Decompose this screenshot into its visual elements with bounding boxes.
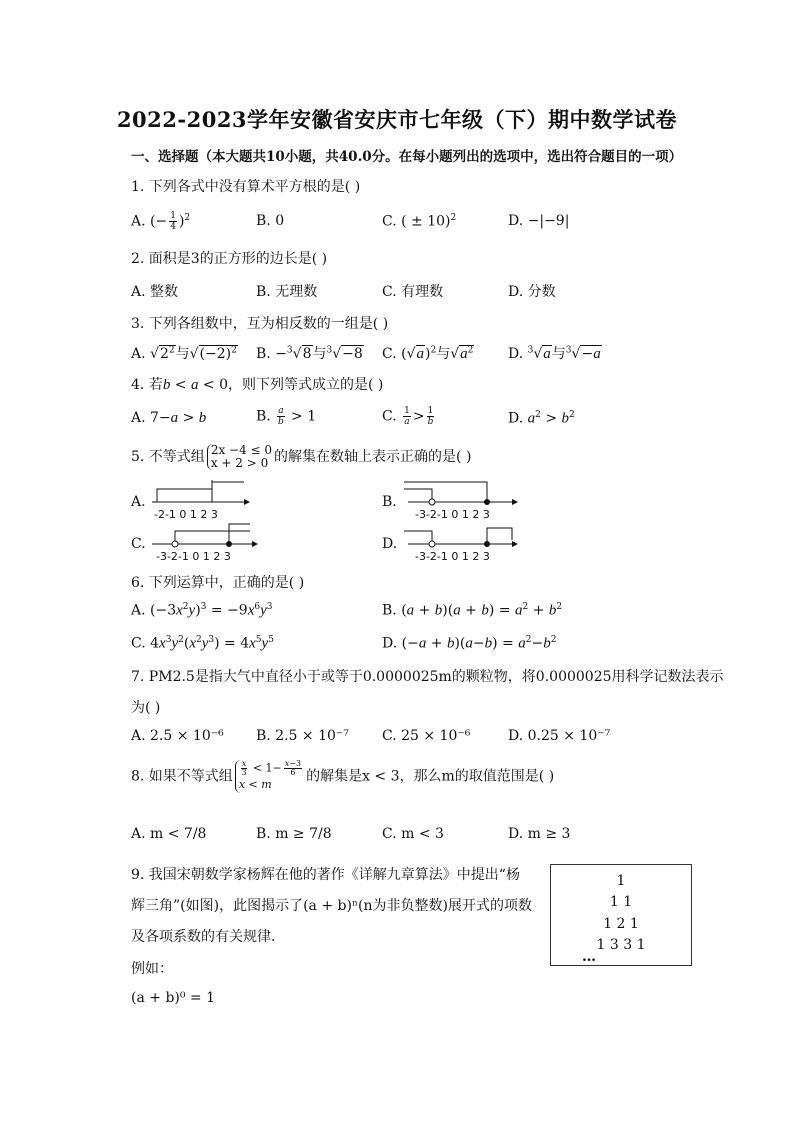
q3-option-a: A. $√2^2$与$√(-2)^2$ — [131, 345, 237, 362]
q3-option-d: D. $^3$√a与$^3$√−a — [508, 345, 601, 362]
q5-option-b-label: B. — [382, 494, 397, 510]
triangle-row-3: 1 2 1 — [603, 916, 639, 932]
question-7-stem: 7. PM2.5是指大气中直径小于或等于0.0000025m的颗粒物，将0.0000025用科学记数法表示 — [131, 669, 724, 685]
number-line-c — [148, 522, 266, 564]
q7-option-a: A. 2.5 × 10⁻⁶ — [131, 728, 224, 744]
question-9-line-3: 及各项系数的有关规律． — [131, 929, 285, 945]
triangle-ellipsis: … — [582, 949, 596, 965]
q8-option-d: D. m ≥ 3 — [508, 826, 571, 842]
question-1-stem: 1. 下列各式中没有算术平方根的是( ) — [131, 179, 361, 195]
q8-option-a: A. m < 7/8 — [131, 826, 207, 842]
question-7-stem-cont: 为( ) — [131, 700, 161, 716]
q8-option-b: B. m ≥ 7/8 — [256, 826, 332, 842]
inequality-system-8: $\frac{x}{3}$ < 1− $\frac{x-3}{6}$ x < m — [235, 760, 304, 793]
question-5-stem: 5. 不等式组 2x −4 ≤ 0 x + 2 > 0 的解集在数轴上表示正确的是( ) — [131, 443, 472, 470]
q1-option-d: D. −|−9| — [508, 213, 570, 229]
q5-option-d-label: D. — [382, 536, 398, 552]
q2-option-a: A. 整数 — [131, 284, 179, 300]
q2-option-c: C. 有理数 — [382, 284, 444, 300]
q8-option-c: C. m < 3 — [382, 826, 444, 842]
section-heading: 一、选择题（本大题共10小题，共40.0分。在每小题列出的选项中，选出符合题目的一项） — [131, 149, 683, 165]
question-4-stem: 4. 若b < a < 0，则下列等式成立的是( ) — [131, 377, 384, 393]
q4-option-b: B. $\frac{a}{b}$ > 1 — [256, 406, 317, 427]
q6-option-a: A. $(-3x^2y)^3 = -9x^6y^3$ — [131, 602, 273, 619]
ticks-c: -3-2-1 0 1 2 3 — [156, 550, 231, 563]
ticks-b: -3-2-1 0 1 2 3 — [415, 508, 490, 521]
ticks-d: -3-2-1 0 1 2 3 — [415, 550, 490, 563]
q6-option-d: D. $(-a + b)(a-b) = a^2-b^2$ — [382, 635, 557, 652]
q4-option-c: C. $\frac{1}{a}$ > $\frac{1}{b}$ — [382, 406, 434, 427]
question-6-stem: 6. 下列运算中，正确的是( ) — [131, 575, 305, 591]
yang-hui-triangle — [550, 864, 692, 966]
q2-option-b: B. 无理数 — [256, 284, 318, 300]
inequality-system: 2x −4 ≤ 0 x + 2 > 0 — [207, 444, 272, 470]
question-3-stem: 3. 下列各组数中，互为相反数的一组是( ) — [131, 316, 389, 332]
q3-option-c: C. $(√a)^2$与$√a^2$ — [382, 345, 474, 362]
example-label: 例如： — [131, 961, 173, 977]
q7-option-d: D. 0.25 × 10⁻⁷ — [508, 728, 611, 744]
page-title: 2022-2023学年安徽省安庆市七年级（下）期中数学试卷 — [116, 107, 678, 132]
number-line-d — [404, 522, 522, 564]
q4-option-a: A. 7−a > b — [131, 410, 207, 426]
question-9-line-1: 9. 我国宋朝数学家杨辉在他的著作《详解九章算法》中提出“杨 — [131, 867, 520, 883]
q1-option-b: B. 0 — [256, 213, 285, 229]
q7-option-c: C. 25 × 10⁻⁶ — [382, 728, 471, 744]
q4-option-d: D. $a^2 > b^2$ — [508, 410, 575, 427]
number-line-a — [148, 480, 258, 522]
question-2-stem: 2. 面积是3的正方形的边长是( ) — [131, 251, 328, 267]
question-8-stem: 8. 如果不等式组 $\frac{x}{3}$ < 1− $\frac{x-3}{6}$ x < m 的解集是x < 3，那么m的取值范围是( ) — [131, 759, 555, 791]
q7-option-b: B. 2.5 × 10⁻⁷ — [256, 728, 349, 744]
triangle-row-4: 1 3 3 1 — [596, 937, 646, 953]
example-formula: (a + b)⁰ = 1 — [131, 990, 216, 1006]
q3-option-b: B. −$^3$√8与$^3$√−8 — [256, 345, 363, 362]
q1-option-a: A. (− $\frac{1}{4}$ )$^2$ — [131, 211, 191, 232]
q2-option-d: D. 分数 — [508, 284, 556, 300]
number-line-b — [404, 480, 522, 522]
triangle-row-2: 1 1 — [609, 894, 633, 910]
triangle-row-1: 1 — [616, 873, 626, 889]
ticks-a: -2-1 0 1 2 3 — [154, 508, 218, 521]
q5-option-c-label: C. — [131, 536, 146, 552]
question-9-line-2: 辉三角”(如图)，此图揭示了(a + b)ⁿ(n为非负整数)展开式的项数 — [131, 898, 532, 914]
q5-option-a-label: A. — [131, 494, 146, 510]
q6-option-c: C. $4x^3y^2(x^2y^3) = 4x^5y^5$ — [131, 635, 274, 652]
q6-option-b: B. $(a + b)(a + b) = a^2 + b^2$ — [382, 602, 563, 619]
q1-option-c: C. ( ± 10)$^2$ — [382, 213, 457, 230]
